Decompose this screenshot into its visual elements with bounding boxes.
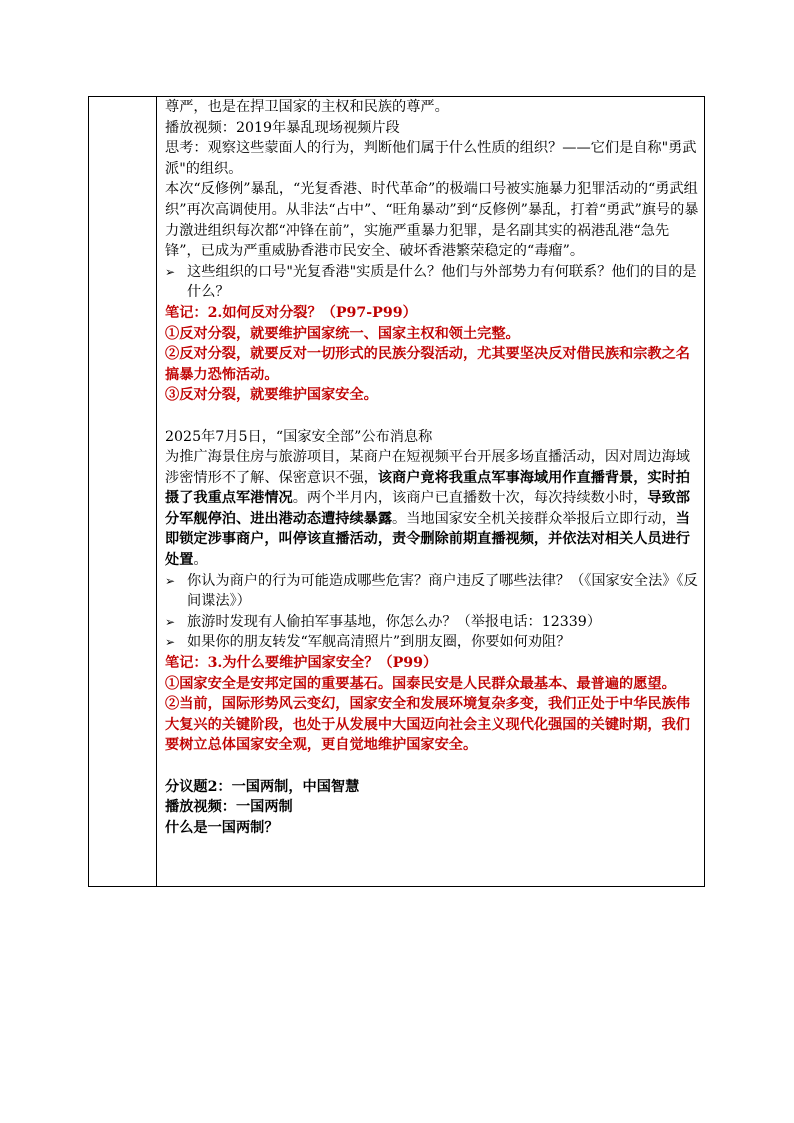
note-line: 笔记：3.为什么要维护国家安全？（P99） bbox=[165, 655, 438, 672]
text-segment: 。两个半月内，该商户已直播数十次，每次持续数小时， bbox=[292, 490, 648, 507]
text-segment: 该商户竟将我重点军事海域用作直播背景，实时拍摄了我重点军港情况 bbox=[165, 469, 690, 507]
arrow-bullet-icon: ➢ bbox=[165, 264, 176, 279]
paragraph: 2025年7月5日，“国家安全部”公布消息称 bbox=[165, 428, 433, 445]
paragraph: 播放视频：2019年暴乱现场视频片段 bbox=[165, 119, 400, 136]
arrow-bullet-icon: ➢ bbox=[165, 614, 176, 629]
note-line: 笔记：2.如何反对分裂？（P97-P99） bbox=[165, 304, 417, 321]
text-segment: 。 bbox=[193, 552, 208, 569]
blank-line bbox=[165, 756, 700, 777]
question-bullet bbox=[165, 262, 700, 303]
text-segment: 当即锁定涉事商户，叫停该直播活动，责令删除前期直播视频，并依法对相关人员进行处置 bbox=[165, 510, 690, 569]
question-bullet bbox=[165, 632, 700, 653]
topic-line: 什么是一国两制？ bbox=[165, 819, 279, 836]
bullet-text: 这些组织的口号"光复香港"实质是什么？他们与外部势力有何联系？他们的目的是什么？ bbox=[187, 263, 697, 301]
table-left-column bbox=[89, 97, 157, 886]
blank-line bbox=[165, 406, 700, 427]
paragraph: 本次“反修例”暴乱，“光复香港、时代革命”的极端口号被实施暴力犯罪活动的“勇武组织”再次高调使用。从非法“占中”、“旺角暴动”到“反修例”暴乱，打着“勇武”旗号的暴力激进组织每次都“冲锋在前”，实施严重暴力犯罪，是名副其实的祸港乱港“急先锋”，已成为严重威胁香港市民安全、破坏香港繁荣稳定的“毒瘤”。 bbox=[165, 181, 699, 260]
text-segment: 为推广海景住房与旅游项目，某商户在短视频平台开展多场直播活动，因对周边海域涉密情形不了解、保密意识不强， bbox=[165, 449, 690, 486]
arrow-bullet-icon: ➢ bbox=[165, 635, 176, 650]
paragraph: 尊严，也是在捍卫国家的主权和民族的尊严。 bbox=[165, 99, 449, 115]
bullet-text: 如果你的朋友转发“军舰高清照片”到朋友圈，你要如何劝阻？ bbox=[187, 634, 571, 651]
note-line: ②当前，国际形势风云变幻，国家安全和发展环境复杂多变，我们正处于中华民族伟大复兴的关键阶段，也处于从发展中大国迈向社会主义现代化强国的关键时期，我们要树立总体国家安全观，更自觉地维护国家安全。 bbox=[165, 696, 690, 754]
lesson-table bbox=[88, 96, 705, 887]
question-bullet bbox=[165, 571, 700, 612]
note-line: ③反对分裂，就要维护国家安全。 bbox=[165, 387, 378, 404]
news-paragraph bbox=[165, 447, 700, 571]
paragraph: 思考：观察这些蒙面人的行为，判断他们属于什么性质的组织？——它们是自称"勇武派"的组织。 bbox=[165, 140, 697, 177]
note-line: ①国家安全是安邦定国的重要基石。国泰民安是人民群众最基本、最普遍的愿望。 bbox=[165, 675, 676, 692]
text-segment: 导致部分军舰停泊、进出港动态遭持续暴露 bbox=[165, 490, 690, 527]
table-content-cell bbox=[157, 97, 704, 886]
question-bullet bbox=[165, 612, 700, 633]
text-segment: 。当地国家安全机关接群众举报后立即行动， bbox=[392, 510, 676, 527]
note-line: ②反对分裂，就要反对一切形式的民族分裂活动，尤其要坚决反对借民族和宗教之名搞暴力恐怖活动。 bbox=[165, 346, 690, 383]
arrow-bullet-icon: ➢ bbox=[165, 573, 176, 588]
bullet-text: 旅游时发现有人偷拍军事基地，你怎么办？（举报电话：12339） bbox=[187, 613, 602, 630]
topic-line: 分议题2：一国两制，中国智慧 bbox=[165, 778, 360, 795]
note-line: ①反对分裂，就要维护国家统一、国家主权和领土完整。 bbox=[165, 325, 520, 342]
topic-line: 播放视频：一国两制 bbox=[165, 799, 293, 816]
bullet-text: 你认为商户的行为可能造成哪些危害？商户违反了哪些法律？（《国家安全法》《反间谍法》） bbox=[187, 572, 698, 610]
